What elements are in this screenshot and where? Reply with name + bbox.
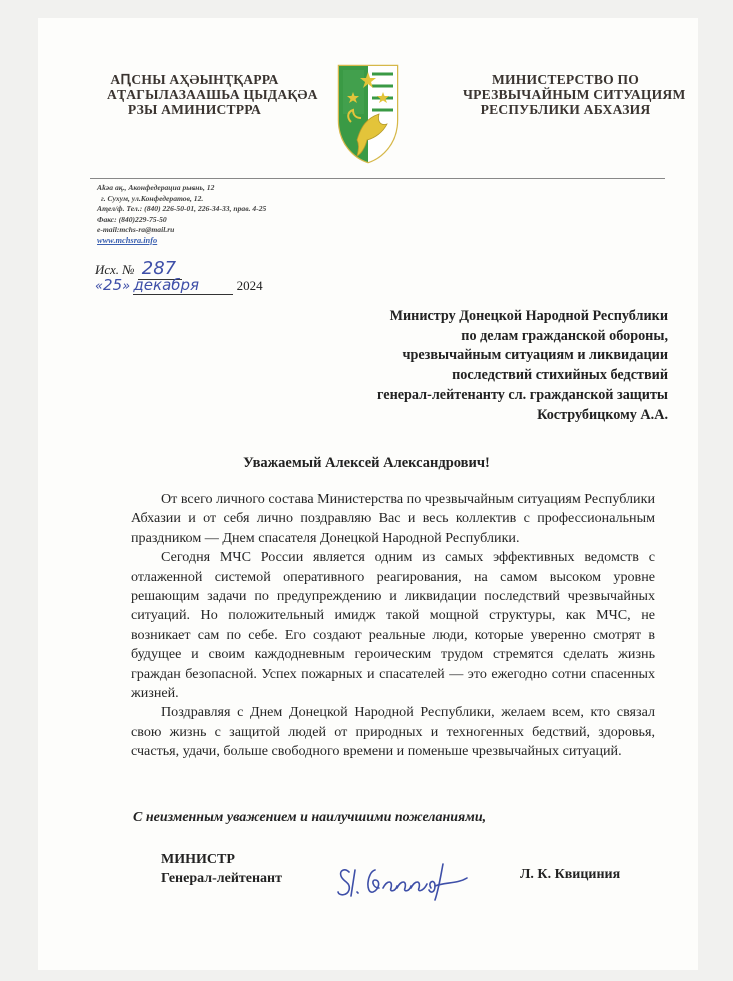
salutation: Уважаемый Алексей Александрович! [243,455,490,471]
header-left-line: РЗЫ АМИНИСТРРА [127,102,262,117]
address-line: Факс: (840)229-75-50 [97,214,167,224]
address-block [97,183,266,247]
recipient-line: чрезвычайным ситуациям и ликвидации [402,347,668,364]
header-divider [90,178,665,179]
header-right-line: РЕСПУБЛИКИ АБХАЗИЯ [480,102,651,117]
date-day: 25 [103,276,123,294]
address-line: г. Сухум, ул.Конфедератов, 12. [101,193,204,203]
date-month: декабря [133,276,233,295]
outgoing-date [95,276,263,295]
header-right-line: ЧРЕЗВЫЧАЙНЫМ СИТУАЦИЯМ [463,87,686,102]
recipient-line: Кострубицкому А.А. [537,406,668,423]
header-russian-ministry-name [463,72,686,117]
signatory-rank: Генерал-лейтенант [161,871,282,886]
signatory-name: Л. К. Квициния [520,867,621,882]
address-line: Аҟәа ақ., Аконфедерациа рыҩнь, 12 [97,183,215,192]
header-left-line: АԤСНЫ АҲӘЫНҬҚАРРА [110,72,279,87]
date-close-quote: » [122,279,131,294]
body-paragraph: Поздравляя с Днем Донецкой Народной Республики, желаем всем, кто связал свою жизнь с защитой людей от природных и техногенных бедствий, здоровья, счастья, удачи, больше свободного времени и поменьше чрезвычайных ситуаций. [131,704,655,760]
date-open-quote: « [95,279,104,294]
date-year: 2024 [236,278,263,293]
website-link[interactable]: www.mchsra.info [97,235,158,245]
address-line: Аҭел/ф. Тел.: (840) 226-50-01, 226-34-33, прав. 4-25 [97,204,267,214]
recipient-line: Министру Донецкой Народной Республики [389,308,668,324]
recipient-line: по делам гражданской обороны, [461,327,668,344]
recipient-line: последствий стихийных бедствий [452,367,668,384]
abkhazia-coat-of-arms-icon [333,62,403,164]
header-abkhaz-ministry-name [107,72,318,117]
recipient-line: генерал-лейтенанту сл. гражданской защиты [377,386,668,403]
header-left-line: АҬАГЫЛАЗААШЬА ЦЫДАҚӘА [107,87,318,102]
address-line: e-mail:mchs-ra@mail.ru [97,225,175,235]
signatory-title [161,850,282,888]
body-paragraph: От всего личного состава Министерства по чрезвычайным ситуациям Республики Абхазии и от себя лично поздравляю Вас и весь коллектив с профессиональным праздником — Днем спасателя Донецкой Народной Республики. [131,491,655,546]
header-right-line: МИНИСТЕРСТВО ПО [491,72,640,87]
body-paragraph: Сегодня МЧС России является одним из самых эффективных ведомств с отлаженной системой оперативного реагирования, на самом высоком уровне решающим задачи по предупреждению и ликвидации последствий чрезвычайных ситуаций. Но положительный имидж такой мощной структуры, как МЧС, не возникает сам по себе. Его создают реальные люди, которые уверенно смотрят в будущее и своим каждодневным героическим трудом стремятся сделать жизнь граждан безопасной. Успех пожарных и спасателей — это ежегодно сотни спасенных жизней. [131,549,655,702]
closing-phrase: С неизменным уважением и наилучшими пожеланиями, [133,810,487,825]
outgoing-number-value: 287 [138,258,182,280]
letter-body [131,490,655,762]
outgoing-number-label: Исх. № [95,262,135,277]
handwritten-signature [335,858,485,904]
recipient-block [300,307,668,425]
signatory-position: МИНИСТР [161,852,235,867]
